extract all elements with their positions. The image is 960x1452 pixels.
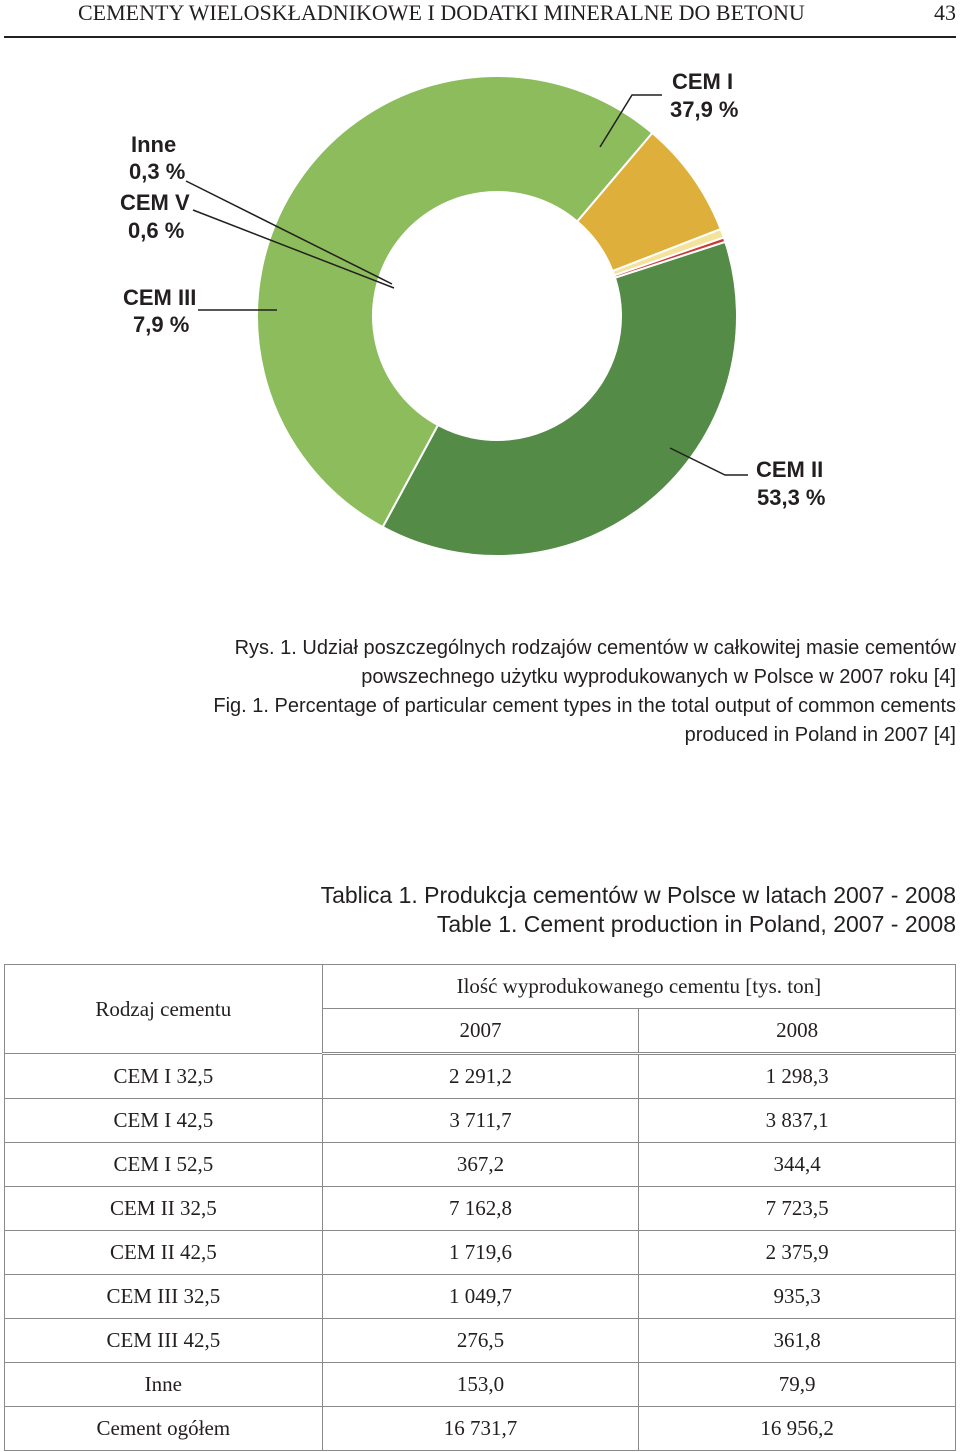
header-year-2007: 2007	[322, 1009, 639, 1054]
value-2007-cell: 367,2	[322, 1143, 639, 1187]
label-cem-i-name: CEM I	[672, 69, 734, 94]
cement-type-cell: CEM III 32,5	[5, 1275, 323, 1319]
cement-type-cell: CEM II 42,5	[5, 1231, 323, 1275]
label-cem-iii-value: 7,9 %	[133, 312, 190, 337]
label-cem-ii-name: CEM II	[756, 457, 824, 482]
value-2008-cell: 361,8	[639, 1319, 956, 1363]
value-2008-cell: 7 723,5	[639, 1187, 956, 1231]
value-2007-cell: 16 731,7	[322, 1407, 639, 1451]
table-row	[5, 1407, 956, 1451]
value-2008-cell: 79,9	[639, 1363, 956, 1407]
caption-pl-line-2: powszechnego użytku wyprodukowanych w Polsce w 2007 roku [4]	[361, 666, 956, 688]
header-produced-amount: Ilość wyprodukowanego cementu [tys. ton]	[322, 965, 955, 1009]
caption-pl-line-1: Rys. 1. Udział poszczególnych rodzajów cementów w całkowitej masie cementów	[234, 637, 956, 659]
cement-type-cell: CEM I 52,5	[5, 1143, 323, 1187]
cement-production-table	[4, 964, 956, 1451]
cement-type-cell: CEM III 42,5	[5, 1319, 323, 1363]
running-header	[78, 0, 956, 34]
cement-type-cell: Cement ogółem	[5, 1407, 323, 1451]
value-2008-cell: 3 837,1	[639, 1099, 956, 1143]
label-cem-v-name: CEM V	[120, 190, 190, 215]
value-2007-cell: 276,5	[322, 1319, 639, 1363]
table-title	[321, 881, 956, 939]
label-inne-name: Inne	[131, 132, 177, 157]
value-2007-cell: 1 049,7	[322, 1275, 639, 1319]
caption-en-line-1: Fig. 1. Percentage of particular cement types in the total output of common cements	[213, 695, 956, 717]
value-2007-cell: 153,0	[322, 1363, 639, 1407]
table-row	[5, 1319, 956, 1363]
value-2008-cell: 1 298,3	[639, 1054, 956, 1099]
value-2007-cell: 1 719,6	[322, 1231, 639, 1275]
table-row	[5, 1275, 956, 1319]
table-body	[5, 1054, 956, 1451]
table-row	[5, 1187, 956, 1231]
table-row	[5, 1054, 956, 1099]
value-2008-cell: 16 956,2	[639, 1407, 956, 1451]
value-2008-cell: 935,3	[639, 1275, 956, 1319]
value-2007-cell: 7 162,8	[322, 1187, 639, 1231]
header-rule	[4, 36, 956, 38]
figure-caption-en	[213, 692, 956, 750]
caption-en-line-2: produced in Poland in 2007 [4]	[684, 724, 956, 746]
header-cement-type: Rodzaj cementu	[5, 965, 323, 1054]
label-cem-ii-value: 53,3 %	[757, 485, 826, 510]
value-2007-cell: 2 291,2	[322, 1054, 639, 1099]
cement-type-cell: CEM II 32,5	[5, 1187, 323, 1231]
table-row	[5, 1099, 956, 1143]
table-row	[5, 1143, 956, 1187]
label-cem-v-value: 0,6 %	[128, 218, 185, 243]
donut-slice-cem-i	[383, 242, 737, 556]
figure-caption-pl	[235, 634, 956, 692]
table-title-pl: Tablica 1. Produkcja cementów w Polsce w latach 2007 - 2008	[320, 882, 956, 908]
running-title: CEMENTY WIELOSKŁADNIKOWE I DODATKI MINERALNE DO BETONU	[78, 0, 805, 25]
table-row	[5, 1231, 956, 1275]
value-2008-cell: 2 375,9	[639, 1231, 956, 1275]
label-cem-i-value: 37,9 %	[670, 97, 739, 122]
cement-share-donut-chart	[0, 50, 960, 610]
cement-type-cell: Inne	[5, 1363, 323, 1407]
page-number: 43	[934, 0, 956, 25]
cement-type-cell: CEM I 32,5	[5, 1054, 323, 1099]
cement-type-cell: CEM I 42,5	[5, 1099, 323, 1143]
label-cem-iii-name: CEM III	[123, 285, 197, 310]
value-2007-cell: 3 711,7	[322, 1099, 639, 1143]
table-title-en: Table 1. Cement production in Poland, 2007 - 2008	[436, 911, 956, 937]
header-year-2008: 2008	[639, 1009, 956, 1054]
label-inne-value: 0,3 %	[129, 159, 186, 184]
table-row	[5, 1363, 956, 1407]
value-2008-cell: 344,4	[639, 1143, 956, 1187]
